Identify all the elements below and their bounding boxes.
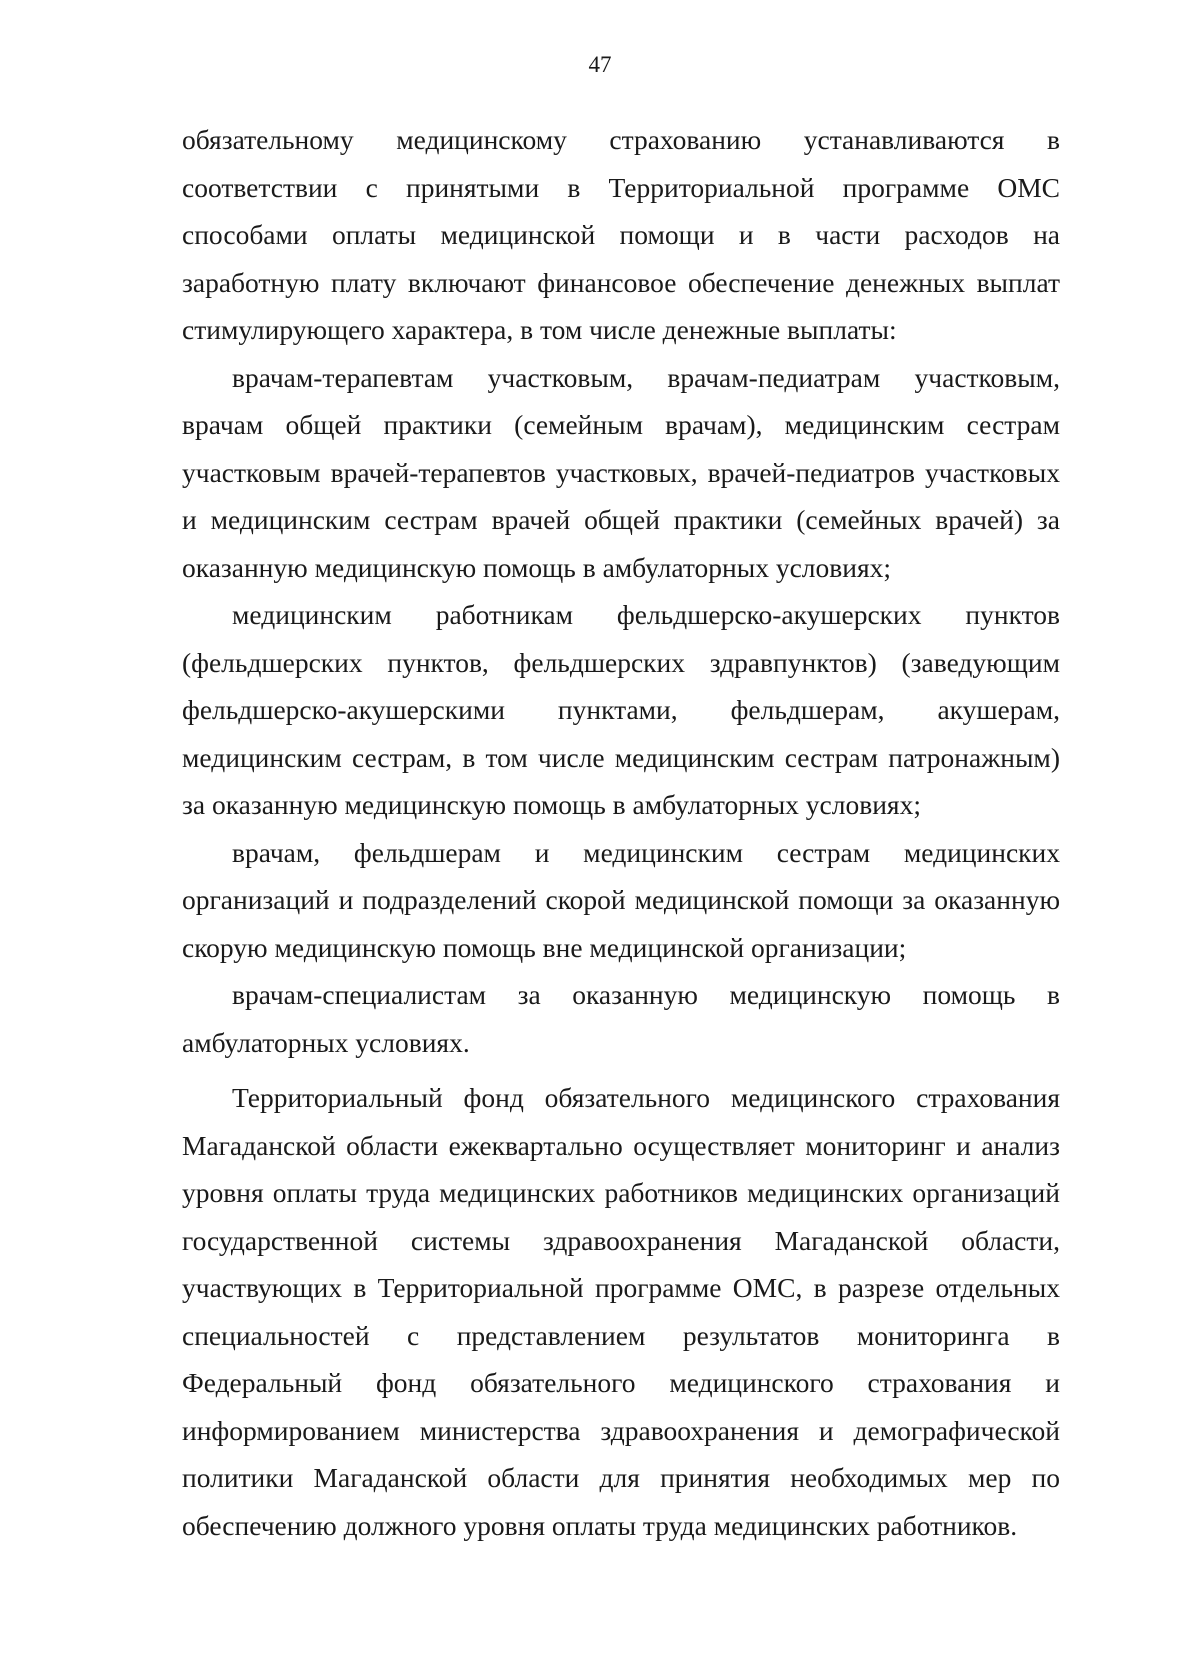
document-body: [182, 116, 1060, 1549]
list-item-emergency-care: врачам, фельдшерам и медицинским сестрам медицинских организаций и подразделений скорой медицинской помощи за оказанную скорую медицинскую помощь вне медицинской организации;: [182, 836, 1060, 963]
page-number: 47: [588, 52, 612, 77]
paragraph-monitoring: Территориальный фонд обязательного медицинского страхования Магаданской области ежеквартально осуществляет мониторинг и анализ уровня оплаты труда медицинских работников медицинских организаций государственной системы здравоохранения Магаданской области, участвующих в Территориальной программе ОМС, в разрезе отдельных специальностей с представлением результатов мониторинга в Федеральный фонд обязательного медицинского страхования и информированием министерства здравоохранения и демографической политики Магаданской области для принятия необходимых мер по обеспечению должного уровня оплаты труда медицинских работников.: [182, 1082, 1060, 1541]
paragraph-continuation: обязательному медицинскому страхованию устанавливаются в соответствии с принятыми в Территориальной программе ОМС способами оплаты медицинской помощи и в части расходов на заработную плату включают финансовое обеспечение денежных выплат стимулирующего характера, в том числе денежные выплаты:: [182, 124, 1060, 345]
list-item-specialists: врачам-специалистам за оказанную медицинскую помощь в амбулаторных условиях.: [182, 979, 1060, 1058]
list-item-district-physicians: врачам-терапевтам участковым, врачам-педиатрам участковым, врачам общей практики (семейным врачам), медицинским сестрам участковым врачей-терапевтов участковых, врачей-педиатров участковых и медицинским сестрам врачей общей практики (семейных врачей) за оказанную медицинскую помощь в амбулаторных условиях;: [182, 361, 1060, 583]
list-item-feldsher-stations: медицинским работникам фельдшерско-акушерских пунктов (фельдшерских пунктов, фельдшерских здравпунктов) (заведующим фельдшерско-акушерскими пунктами, фельдшерам, акушерам, медицинским сестрам, в том числе медицинским сестрам патронажным) за оказанную медицинскую помощь в амбулаторных условиях;: [182, 599, 1060, 820]
